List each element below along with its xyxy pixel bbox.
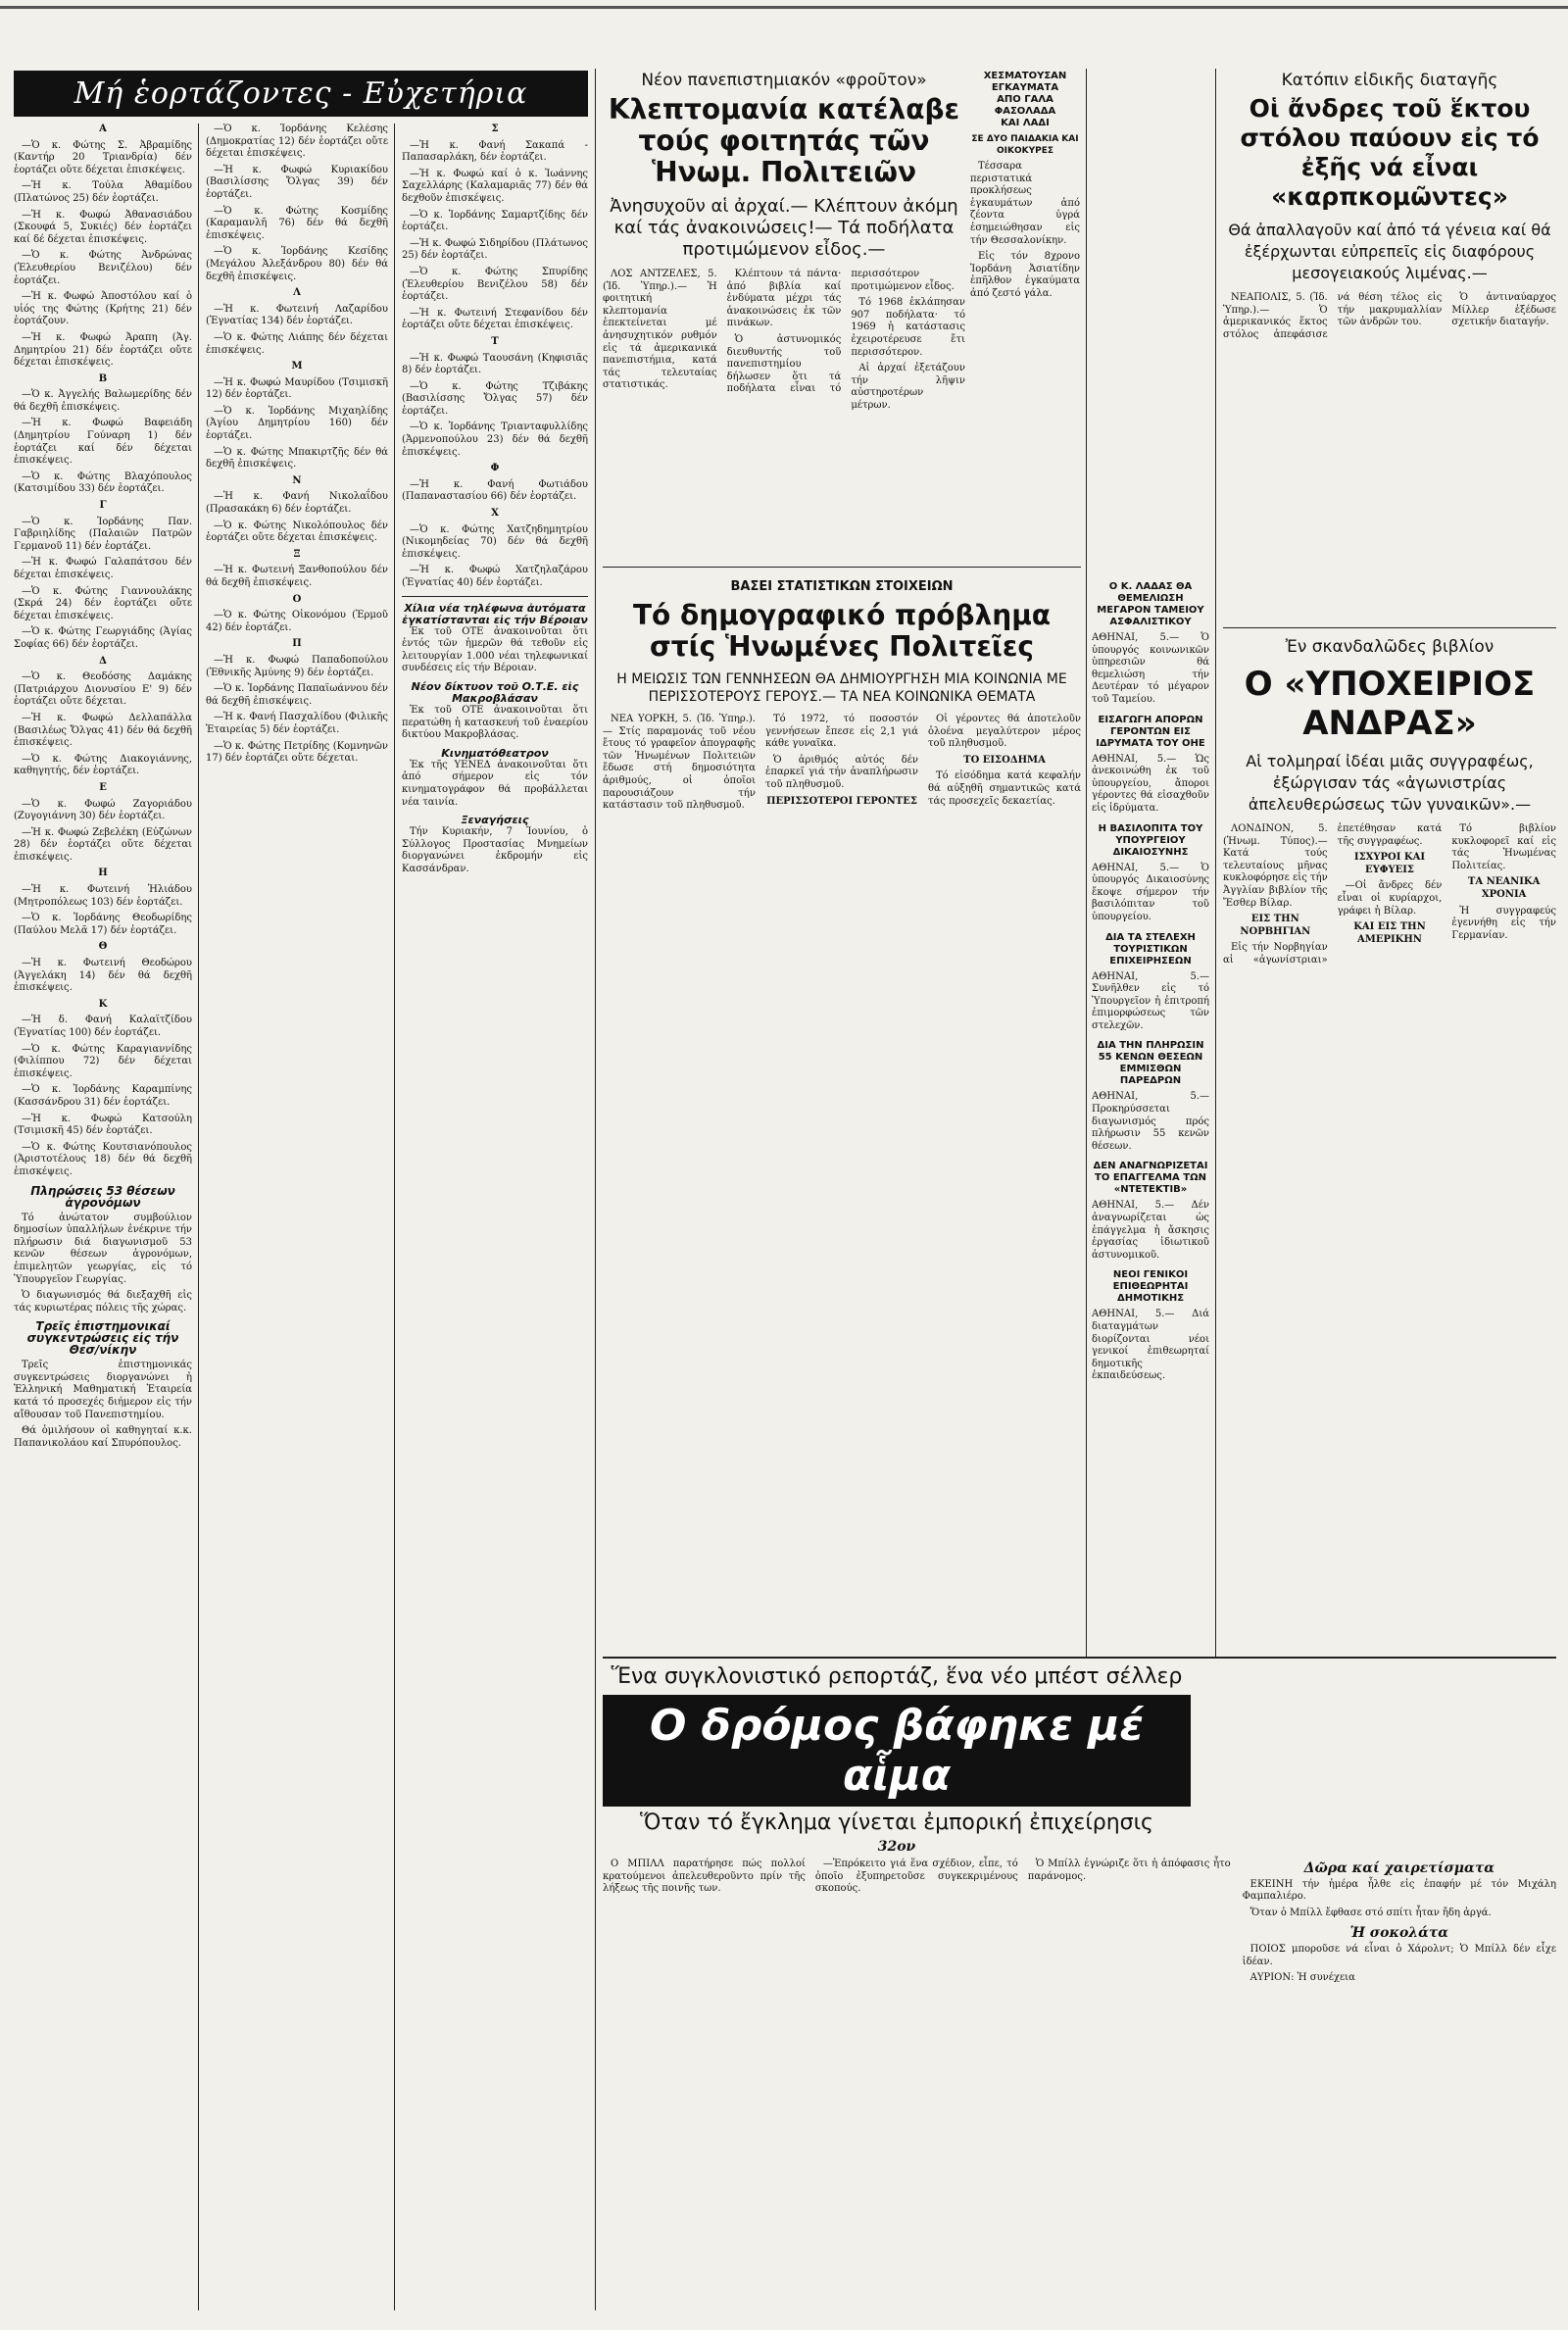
food-headline-line: ΦΑΣΟΛΑΔΑ — [994, 106, 1056, 117]
col3-letter-head: Τ — [491, 335, 499, 347]
col2-letter-head: Ξ — [293, 548, 301, 560]
col1-paragraph: —Ἡ κ. Φωτεινή Ἠλιάδου (Μητροπόλεως 103) δέν ἑορτάζει. — [14, 884, 192, 908]
book-paragraph: Εἰς τήν Νορβηγίαν αἱ «ἀγωνίστριαι» ἐπετέθησαν κατά τῆς συγγραφέως. — [1223, 823, 1443, 966]
phones-paragraph: Ἐκ τοῦ ΟΤΕ ἀνακοινοῦται ὅτι ἐντός τῶν ἡμερῶν θά τεθοῦν εἰς λειτουργίαν 1.000 νέαι τηλεφωνικαί συνδέσεις εἰς τήν Βέροιαν. — [402, 625, 588, 674]
serial-paragraph: Ο ΜΠΙΛΛ παρατήρησε πώς πολλοί κρατούμενοι ἀπελευθεροῦντο πρίν τῆς λήξεως τῆς ποινῆς των. — [603, 1859, 806, 1895]
klepto-body — [603, 269, 965, 561]
col1-paragraph: —Ἡ δ. Φανή Καλαϊτζίδου (Ἐγνατίας 100) δέν ἑορτάζει. — [14, 1015, 192, 1038]
book-paragraph: ΛΟΝΔΙΝΟΝ, 5. (Ἠνωμ. Τύπος).— Κατά τούς τελευταίους μῆνας κυκλοφόρησε εἰς τήν Ἀγγλίαν βιβλίον τῆς Ἔσθερ Βίλαρ. — [1223, 823, 1328, 909]
col2-paragraph: —Ὁ κ. Φώτης Κοσμίδης (Καραμανλῆ 76) δέν θά δεχθῆ ἐπισκέψεις. — [206, 205, 388, 241]
col3-letter-head: Σ — [491, 124, 499, 134]
klepto-paragraph: Κλέπτουν τά πάντα· ἀπό βιβλία καί ἐνδύματα μέχρι τάς ἀνακοινώσεις ἐκ τῶν πινάκων. — [726, 269, 842, 329]
serial-headline-box — [603, 1695, 1191, 1807]
col2-letter-head: Λ — [293, 287, 301, 299]
brief-title: ΝΕΟΙ ΓΕΝΙΚΟΙ ΕΠΙΘΕΩΡΗΤΑΙ ΔΗΜΟΤΙΚΗΣ — [1112, 1269, 1189, 1305]
col-rule-5 — [1215, 69, 1216, 1657]
col2-paragraph: —Ὁ κ. Φώτης Οἰκονόμου (Ἐρμοῦ 42) δέν ἑορτάζει. — [206, 610, 388, 633]
top-rule — [0, 6, 1568, 9]
stats-top-rule — [603, 567, 1081, 568]
brief-title: ΔΙΑ ΤΑ ΣΤΕΛΕΧΗ ΤΟΥΡΙΣΤΙΚΩΝ ΕΠΙΧΕΙΡΗΣΕΩΝ — [1105, 931, 1196, 967]
col3-paragraph: —Ὁ κ. Φώτης Χατζηδημητρίου (Νικομηδείας 70) δέν θά δεχθῆ ἐπισκέψεις. — [402, 523, 588, 560]
col1-paragraph: —Ἡ κ. Φωφώ Ἀποστόλου καί ὁ υἱός της Φώτης (Κρήτης 21) δέν ἑορτάζουν. — [14, 291, 192, 327]
stats-paragraph: Οἱ γέροντες θά ἀποτελοῦν ὁλοένα μεγαλύτερον μέρος τοῦ πληθυσμοῦ. — [928, 714, 1081, 750]
stats-headline: Τό δημογραφικό πρόβλημα στίς Ἡνωμένες Πολιτεῖες — [632, 599, 1052, 663]
phones-body — [402, 626, 588, 675]
event-paragraph: Θά ὁμιλήσουν οἱ καθηγηταί κ.κ. Παπανικολάου καί Σπυρόπουλος. — [14, 1425, 192, 1449]
brief-body: ΑΘΗΝΑΙ, 5.— Συνῆλθεν εἰς τό Ὑπουργεῖον ἡ ἐπιτροπή ἐπιμορφώσεως τῶν στελεχῶν. — [1092, 970, 1209, 1031]
col2-paragraph: —Ἡ κ. Φωτεινή Ξανθοπούλου δέν θά δεχθῆ ἐπισκέψεις. — [206, 565, 388, 588]
brief-body: ΑΘΗΝΑΙ, 5.— Ὡς ἀνεκοινώθη ἐκ τοῦ ὑπουργείου, ἄποροι γέροντες θά εἰσαχθοῦν εἰς ἱδρύματα. — [1092, 753, 1209, 814]
book-paragraph: Τό βιβλίον κυκλοφορεῖ καί εἰς τάς Ἡνωμένας Πολιτείας. — [1451, 823, 1556, 871]
klepto-paragraph: Αἱ ἀρχαί ἐξετάζουν τήν λῆψιν αὐστηροτέρων μέτρων. — [851, 363, 965, 411]
fleet-kicker: Κατόπιν εἰδικῆς διαταγῆς — [1281, 71, 1498, 90]
col2-paragraph: —Ἡ κ. Φωφώ Μαυρίδου (Τσιμισκῆ 12) δέν ἑορτάζει. — [206, 376, 388, 401]
col1-paragraph: —Ὁ κ. Ἀγγελής Βαλωμερίδης δέν θά δεχθῆ ἐπισκέψεις. — [14, 389, 192, 413]
gifts-paragraph: Ὅταν ὁ Μπίλλ ἔφθασε στό σπίτι ἦταν ἤδη ἀργά. — [1250, 1907, 1492, 1918]
klepto-kicker: Νέον πανεπιστημιακόν «φροῦτον» — [641, 71, 927, 90]
col1-paragraph: —Ὁ κ. Φώτης Βλαχόπουλος (Κατσιμίδου 33) δέν ἑορτάζει. — [14, 471, 192, 495]
stats-kicker: ΒΑΣΕΙ ΣΤΑΤΙΣΤΙΚΩΝ ΣΤΟΙΧΕΙΩΝ — [730, 579, 954, 594]
left-banner-title: Μή ἑορτάζοντες - Εὐχετήρια — [74, 76, 528, 111]
voyage-body — [402, 826, 588, 875]
fleet-deck: Θά ἀπαλλαγοῦν καί ἀπό τά γένεια καί θά ἐξέρχωνται εὐπρεπεῖς εἰς διαφόρους μεσογειακούς λιμένας.— — [1228, 221, 1551, 282]
brief-body: ΑΘΗΝΑΙ, 5.— Ὁ ὑπουργός κοινωνικῶν ὑπηρεσιῶν θά θεμελιώση τήν Δευτέραν τό μέγαρον τοῦ Ταμείου. — [1092, 632, 1209, 705]
chocolate-paragraph: ΑΥΡΙΟΝ: Ἡ συνέχεια — [1250, 1972, 1355, 1984]
col1-letter-head: Ε — [99, 781, 107, 793]
food-paragraph: Τέσσαρα περιστατικά προκλήσεως ἐγκαυμάτων ἀπό ζέοντα ὑγρά ἐσημειώθησαν εἰς τήν Θεσσαλονίκην. — [970, 161, 1080, 246]
stats-paragraph: ΤΟ ΕΙΣΟΔΗΜΑ — [963, 754, 1046, 766]
book-paragraph: ΕΙΣ ΤΗΝ ΝΟΡΒΗΓΙΑΝ — [1240, 914, 1311, 937]
col1-paragraph: —Ἡ κ. Τούλα Ἀθαμίδου (Πλατώνος 25) δέν ἑορτάζει. — [14, 180, 192, 204]
gifts-title: Δῶρα καί χαιρετίσματα — [1303, 1860, 1495, 1876]
col2-paragraph: —Ἡ κ. Φωτεινή Λαζαρίδου (Ἐγνατίας 134) δέν ἑορτάζει. — [206, 303, 388, 327]
book-body — [1223, 823, 1556, 1608]
col2-paragraph: —Ὁ κ. Ἰορδάνης Μιχαηλίδης (Ἀγίου Δημητρίου 160) δέν ἑορτάζει. — [206, 405, 388, 442]
ote-title: Νέον δίκτυον τοῦ Ο.Τ.Ε. εἰς Μακροβλάσαν — [411, 679, 579, 705]
food-headline — [970, 71, 1080, 129]
klepto-paragraph: Τό 1968 ἐκλάπησαν 907 ποδήλατα· τό 1969 ἡ κατάστασις ἐχειροτέρευσε ἔτι περισσότερον. — [851, 297, 965, 358]
col1-paragraph: —Ὁ κ. Φώτης Ἀνδρώνας (Ἐλευθερίου Βενιζέλου) δέν ἑορτάζει. — [14, 250, 192, 286]
notice-paragraph: Ὁ διαγωνισμός θά διεξαχθῆ εἰς τάς κυριωτέρας πόλεις τῆς χώρας. — [14, 1290, 192, 1314]
serial-paragraph: —Ἐπρόκειτο γιά ἕνα σχέδιον, εἶπε, τό ὁποῖο ἐξυπηρετοῦσε συγκεκριμένους σκοπούς. — [814, 1859, 1018, 1895]
brief-body: ΑΘΗΝΑΙ, 5.— Προκηρύσσεται διαγωνισμός πρός πλήρωσιν 55 κενῶν θέσεων. — [1092, 1091, 1209, 1152]
brief-title: ΔΕΝ ΑΝΑΓΝΩΡΙΖΕΤΑΙ ΤΟ ΕΠΑΓΓΕΛΜΑ ΤΩΝ «ΝΤΕΤΕΚΤΙΒ» — [1093, 1161, 1208, 1196]
food-box — [970, 71, 1080, 561]
book-headline: Ο «ΥΠΟΧΕΙΡΙΟΣ ΑΝΔΡΑΣ» — [1244, 665, 1536, 743]
col3-divider — [402, 596, 588, 597]
col1-paragraph: —Ὁ κ. Φώτης Σ. Ἀβραμίδης (Καντήρ 20 Τριανδρία) δέν ἑορτάζει οὔτε δέχεται ἐπισκέψεις. — [14, 139, 192, 175]
klepto-deck: Ἀνησυχοῦν αἱ ἀρχαί.— Κλέπτουν ἀκόμη καί τάς ἀνακοινώσεις!— Τά ποδήλατα προτιμώμενον εἶδος.— — [610, 196, 958, 260]
col2-paragraph: —Ἡ κ. Φανή Πασχαλίδου (Φιλικῆς Ἑταιρείας 5) δέν ἑορτάζει. — [206, 712, 388, 735]
col1-paragraph: —Ἡ κ. Φωφώ Ζεβελέκη (Εὐζώνων 28) δέν ἑορτάζει οὔτε δέχεται ἐπισκέψεις. — [14, 826, 192, 863]
klepto-paragraph: ΛΟΣ ΑΝΤΖΕΛΕΣ, 5. (Ἰδ. Ὑπηρ.).— Ἡ φοιτητική κλεπτομανία ἐπεκτείνεται μέ ἀνησυχητικόν ρυθμόν εἰς τά ἀμερικανικά πανεπιστήμια, κατά τάς τελευταίας στατιστικάς. — [603, 269, 717, 391]
col1-paragraph: —Ὁ κ. Φώτης Διακογιάννης, καθηγητής, δέν ἑορτάζει. — [14, 753, 192, 777]
col1-paragraph: —Ὁ κ. Φώτης Γιαννουλάκης (Σκρά 24) δέν ἑορτάζει οὔτε δέχεται ἐπισκέψεις. — [14, 585, 192, 621]
stats-paragraph: Ὁ ἀριθμός αὐτός δέν ἐπαρκεῖ γιά τήν ἀναπλήρωσιν τοῦ πληθυσμοῦ. — [765, 754, 918, 790]
col1-letter-head: Η — [98, 868, 108, 879]
cinema-title: Κινηματόθεατρον — [441, 746, 549, 760]
serial-paragraph: Ὁ Μπίλλ ἐγνώριζε ὅτι ἡ ἀπόφασις ἦτο παράνομος. — [1027, 1859, 1231, 1882]
event-title: Τρεῖς ἐπιστημονικαί συγκεντρώσεις εἰς τήν Θεσ/νίκην — [26, 1319, 179, 1358]
col3-paragraph: —Ἡ κ. Φανή Φωτιάδου (Παπαναστασίου 66) δέν ἑορτάζει. — [402, 478, 588, 503]
ote-paragraph: Ἐκ τοῦ ΟΤΕ ἀνακοινοῦται ὅτι περατώθη ἡ κατασκευή τοῦ ἐναερίου δικτύου Μακροβλάσας. — [402, 704, 588, 741]
fleet-headline: Οἱ ἄνδρες τοῦ ἕκτου στόλου παύουν εἰς τό ἐξῆς νά εἶναι «καρπκομῶντες» — [1240, 94, 1540, 211]
col3-paragraph: —Ὁ κ. Φώτης Τζιβάκης (Βασιλίσσης Ὄλγας 57) δέν ἑορτάζει. — [402, 380, 588, 417]
food-headline-line: ΧΕΣΜΑΤΟΥΣΑΝ — [983, 71, 1067, 81]
col3-paragraph: —Ὁ κ. Φώτης Σπυρίδης (Ἐλευθερίου Βενιζέλου 58) δέν ἑορτάζει. — [402, 266, 588, 303]
fleet-paragraph: Ὁ ἀντιναύαρχος Μίλλερ ἐξέδωσε σχετικήν διαταγήν. — [1451, 292, 1556, 328]
fleet-body — [1223, 292, 1556, 527]
col3-paragraph: —Ἡ κ. Φανή Σακαπά - Παπασαρλάκη, δέν ἑορτάζει. — [402, 139, 588, 164]
left-banner — [14, 71, 588, 117]
col2-paragraph: —Ὁ κ. Ἰορδάνης Παπαϊωάννου δέν θά δεχθῆ ἐπισκέψεις. — [206, 683, 388, 707]
col2-letter-head: Π — [292, 638, 302, 650]
book-paragraph: ΚΑΙ ΕΙΣ ΤΗΝ ΑΜΕΡΙΚΗΝ — [1353, 921, 1426, 945]
col1-letter-head: Δ — [99, 655, 107, 667]
col1-paragraph: —Ἡ κ. Φωφώ Γαλαπάτσου δέν δέχεται ἐπισκέψεις. — [14, 557, 192, 580]
col3-paragraph: —Ἡ κ. Φωτεινή Στεφανίδου δέν ἑορτάζει οὔτε δέχεται ἐπισκέψεις. — [402, 307, 588, 331]
book-paragraph: —Οἱ ἄνδρες δέν εἶναι οἱ κυρίαρχοι, γράφει ἡ Βίλαρ. — [1337, 880, 1443, 917]
klepto-paragraph: Ὁ ἀστυνομικός διευθυντής τοῦ πανεπιστημίου δήλωσεν ὅτι τά ποδήλατα εἶναι τό περισσότερον προτιμώμενον εἶδος. — [726, 269, 955, 395]
col1-paragraph: —Ἡ κ. Φωφώ Ἀραπη (Ἁγ. Δημητρίου 21) δέν ἑορτάζει οὔτε δέχεται ἐπισκέψεις. — [14, 331, 192, 369]
cinema-body — [402, 760, 588, 809]
col3-paragraph: —Ὁ κ. Ἰορδάνης Σαμαρτζίδης δέν ἑορτάζει. — [402, 209, 588, 233]
col3-paragraph: —Ἡ κ. Φωφώ Σιδηρίδου (Πλάτωνος 25) δέν ἑορτάζει. — [402, 237, 588, 262]
event-paragraph: Τρεῖς ἐπιστημονικάς συγκεντρώσεις διοργανώνει ἡ Ἑλληνική Μαθηματική Ἑταιρεία κατά τό προσεχές διήμερον εἰς τήν αἴθουσαν τοῦ Πανεπιστημίου. — [14, 1360, 192, 1420]
col2-paragraph: —Ὁ κ. Φώτης Νικολόπουλος δέν ἑορτάζει οὔτε δέχεται ἐπισκέψεις. — [206, 520, 388, 544]
column-2 — [206, 124, 388, 2310]
col2-letter-head: Μ — [291, 361, 303, 372]
brief-title: ΔΙΑ ΤΗΝ ΠΛΗΡΩΣΙΝ 55 ΚΕΝΩΝ ΘΕΣΕΩΝ ΕΜΜΙΣΘΩΝ ΠΑΡΕΔΡΩΝ — [1097, 1040, 1204, 1087]
klepto-headline: Κλεπτομανία κατέλαβε τούς φοιτητάς τῶν Ἡνωμ. Πολιτειῶν — [608, 93, 960, 188]
chocolate-paragraph: ΠΟΙΟΣ μποροῦσε νά εἶναι ὁ Χάρολντ; Ὁ Μπίλλ δέν εἶχε ἰδέαν. — [1242, 1943, 1556, 1967]
serial-episode: 32ον — [877, 1839, 916, 1855]
notice-paragraph: Τό ἀνώτατον συμβούλιον δημοσίων ὑπαλλήλων ἐνέκρινε τήν πλήρωσιν διά διαγωνισμοῦ 53 κενῶν θέσεων ἀγρονόμων, ἐπιμελητῶν γεωργίας, εἰς τό Ὑπουργεῖον Γεωργίας. — [14, 1212, 192, 1285]
stats-paragraph: ΝΕΑ ΥΟΡΚΗ, 5. (Ἰδ. Ὑπηρ.).— Στίς παραμονάς τοῦ νέου ἔτους τό γραφεῖον ἀπογραφῆς τῶν Ἡνωμένων Πολιτειῶν ἔδωσε στή δημοσιότητα ἀριθμούς, οἱ ὁποῖοι παρουσιάζουν τήν κατάστασιν τοῦ πληθυσμοῦ. — [603, 714, 756, 812]
serial-right — [1243, 1859, 1556, 2309]
col2-letter-head: Ο — [292, 593, 302, 605]
col1-letter-head: Κ — [98, 998, 108, 1010]
food-headline-line: ΕΓΚΑΥΜΑΤΑ — [991, 82, 1059, 93]
serial-headline: Ο δρόμος βάφηκε μέ αἷμα — [649, 1701, 1145, 1801]
col2-letter-head: Ν — [292, 474, 302, 486]
notice-box — [14, 1185, 192, 1451]
serial-kicker: Ἕνα συγκλονιστικό ρεπορτάζ, ἕνα νέο μπέστ σέλλερ — [611, 1664, 1183, 1689]
column-1 — [14, 124, 192, 2310]
chocolate-body — [1243, 1944, 1556, 1985]
book-kicker: Ἐν σκανδαλῶδες βιβλίον — [1285, 637, 1494, 657]
stats-body — [603, 714, 1081, 1174]
col1-paragraph: —Ὁ κ. Ἰορδάνης Θεοδωρίδης (Παύλου Μελᾶ 17) δέν ἑορτάζει. — [14, 913, 192, 936]
gifts-paragraph: ΕΚΕΙΝΗ τήν ἡμέρα ἦλθε εἰς ἐπαφήν μέ τόν Μιχάλη Φαμπαλιέρο. — [1242, 1878, 1556, 1903]
column-3 — [402, 124, 588, 2310]
column-1-body — [14, 124, 192, 1179]
col3-paragraph: —Ὁ κ. Ἰορδάνης Τριανταφυλλίδης (Ἀρμενοπούλου 23) δέν θά δεχθῆ ἐπισκέψεις. — [402, 421, 588, 458]
book-top-rule — [1223, 627, 1556, 628]
col2-paragraph: —Ὁ κ. Φώτης Μπακιρτζῆς δέν θά δεχθῆ ἐπισκέψεις. — [206, 446, 388, 471]
book-paragraph: ΙΣΧΥΡΟΙ ΚΑΙ ΕΥΦΥΕΙΣ — [1353, 852, 1426, 875]
serial-text — [603, 1859, 1556, 2309]
col2-paragraph: —Ὁ κ. Φώτης Πετρίδης (Κομνηνῶν 17) δέν ἑορτάζει οὔτε δέχεται. — [206, 740, 388, 765]
notice-title: Πληρώσεις 53 θέσεων ἀγρονόμων — [30, 1183, 175, 1210]
serial-subhead: Ὅταν τό ἔγκλημα γίνεται ἐμπορική ἐπιχείρησις — [640, 1810, 1153, 1835]
brief-title: Η ΒΑΣΙΛΟΠΙΤΑ ΤΟΥ ΥΠΟΥΡΓΕΙΟΥ ΔΙΚΑΙΟΣΥΝΗΣ — [1098, 822, 1203, 858]
col-rule-4 — [1086, 69, 1087, 1657]
brief-body: ΑΘΗΝΑΙ, 5.— Διά διαταγμάτων διορίζονται νέοι γενικοί ἐπιθεωρηταί δημοτικῆς ἐκπαιδεύσεως. — [1092, 1309, 1209, 1382]
stats-paragraph: Τό 1972, τό ποσοστόν γεννήσεων ἔπεσε εἰς 2,1 γιά κάθε γυναῖκα. — [765, 714, 918, 750]
voyage-title: Ξεναγήσεις — [461, 814, 529, 827]
col1-paragraph: —Ἡ κ. Φωφώ Ἀθανασιάδου (Σκουφά 5, Συκιές) δέν ἑορτάζει καί δέ δέχεται ἐπισκέψεις. — [14, 209, 192, 245]
col1-paragraph: —Ὁ κ. Ἰορδάνης Παν. Γαβριηλίδης (Παλαιῶν Πατρῶν Γερμανοῦ 11) δέν ἑορτάζει. — [14, 516, 192, 552]
col1-paragraph: —Ἡ κ. Φωφώ Δελλαπάλλα (Βασιλέως Ὄλγας 41) δέν θά δεχθῆ ἐπισκέψεις. — [14, 712, 192, 749]
col1-paragraph: —Ἡ κ. Φωφώ Βαφειάδη (Δημητρίου Γούναρη 1) δέν ἑορτάζει καί δέν δέχεται ἐπισκέψεις. — [14, 418, 192, 467]
col1-letter-head: Α — [99, 124, 107, 134]
col3-paragraph: —Ἡ κ. Φωφώ Ταουσάνη (Κηφισιᾶς 8) δέν ἑορτάζει. — [402, 352, 588, 376]
col1-letter-head: Θ — [98, 941, 108, 953]
notice-body — [14, 1213, 192, 1315]
col1-paragraph: —Ὁ κ. Φωφώ Ζαγοριάδου (Ζυγογιάννη 30) δέν ἑορτάζει. — [14, 798, 192, 822]
col1-paragraph: —Ὁ κ. Φώτης Γεωργιάδης (Ἁγίας Σοφίας 66) δέν ἑορτάζει. — [14, 626, 192, 650]
col1-letter-head: Γ — [99, 500, 107, 512]
serial-top-rule — [603, 1657, 1556, 1659]
col1-paragraph: —Ὁ κ. Φώτης Κουτσιανόπουλος (Ἀριστοτέλους 18) δέν θά δεχθῆ ἐπισκέψεις. — [14, 1141, 192, 1177]
chocolate-title: Ἡ σοκολάτα — [1349, 1925, 1449, 1942]
col3-paragraph: —Ἡ κ. Φωφώ καί ὁ κ. Ἰωάννης Σαχελλάρης (Καλαμαριᾶς 77) δέν θά δεχθοῦν ἐπισκέψεις. — [402, 168, 588, 204]
food-headline-line: ΑΠΟ ΓΑΛΑ — [997, 94, 1054, 105]
gifts-body — [1243, 1879, 1556, 1920]
ote-body — [402, 705, 588, 742]
brief-title: Ο Κ. ΛΑΔΑΣ ΘΑ ΘΕΜΕΛΙΩΣΗ ΜΕΓΑΡΟΝ ΤΑΜΕΙΟΥ ΑΣΦΑΛΙΣΤΙΚΟΥ — [1097, 581, 1204, 627]
book-paragraph: ΤΑ ΝΕΑΝΙΚΑ ΧΡΟΝΙΑ — [1467, 876, 1541, 900]
fleet-article — [1223, 71, 1556, 600]
col3-letter-head: Φ — [490, 463, 500, 474]
col1-letter-head: Β — [98, 372, 108, 384]
col-rule-1 — [198, 124, 199, 2310]
col1-paragraph: —Ὁ κ. Ἰορδάνης Καραμπίνης (Κασσάνδρου 31) δέν ἑορτάζει. — [14, 1084, 192, 1108]
col2-paragraph: —Ὁ κ. Ἰορδάνης Κελέσης (Δημοκρατίας 12) δέν ἑορτάζει οὔτε δέχεται ἐπισκέψεις. — [206, 124, 388, 160]
serial-box — [603, 1664, 1556, 2311]
brief-title: ΕΙΣΑΓΩΓΗ ΑΠΟΡΩΝ ΓΕΡΟΝΤΩΝ ΕΙΣ ΙΔΡΥΜΑΤΑ ΤΟΥ ΟΗΕ — [1096, 714, 1205, 749]
book-deck: Αἱ τολμηραί ἰδέαι μιᾶς συγγραφέως, ἐξώργισαν τάς «ἀγωνιστρίας ἀπελευθερώσεως τῶν γυναικῶν».— — [1246, 752, 1534, 814]
event-body — [14, 1360, 192, 1450]
col1-paragraph: —Ὁ κ. Θεοδόσης Δαμάκης (Πατριάρχου Διονυσίου Ε' 9) δέν ἑορτάζει οὔτε δέχεται. — [14, 671, 192, 708]
fleet-paragraph: ΝΕΑΠΟΛΙΣ, 5. (Ἰδ. Ὑπηρ.).— Ὁ ἀμερικανικός ἕκτος στόλος ἀπεφάσισε νά θέση τέλος εἰς τήν μακρυμαλλίαν τῶν ἀνδρῶν του. — [1223, 292, 1443, 340]
food-headline-line: ΚΑΙ ΛΑΔΙ — [1001, 118, 1050, 128]
column-3-body — [402, 124, 588, 590]
book-paragraph: Ἡ συγγραφεύς ἐγεννήθη εἰς τήν Γερμανίαν. — [1451, 905, 1556, 941]
klepto-article — [603, 71, 965, 561]
phones-title: Χίλια νέα τηλέφωνα ἀυτόματα ἐγκατίστανται εἰς τήν Βέροιαν — [402, 601, 588, 626]
col3-letter-head: Χ — [491, 508, 499, 520]
stats-article — [603, 573, 1081, 1642]
food-body — [970, 161, 1080, 301]
book-article — [1223, 637, 1556, 1647]
food-paragraph: Εἰς τόν 8χρονο Ἰορδάνη Ἀσιατίδην ἐπῆλθον ἐγκαύματα ἀπό ζεστό γάλα. — [970, 251, 1080, 299]
serial-body — [603, 1859, 1231, 2309]
voyage-paragraph: Τήν Κυριακήν, 7 Ἰουνίου, ὁ Σύλλογος Προστασίας Μνημείων διοργανώνει ἐκδρομήν εἰς Κασσάνδραν. — [402, 826, 588, 874]
col2-paragraph: —Ἡ κ. Φωφώ Κυριακίδου (Βασιλίσσης Ὄλγας 39) δέν ἑορτάζει. — [206, 164, 388, 200]
col2-paragraph: —Ἡ κ. Φωφώ Παπαδοπούλου (Ἐθνικῆς Ἀμύνης 9) δέν ἑορτάζει. — [206, 654, 388, 678]
col2-paragraph: —Ὁ κ. Φώτης Λιάπης δέν δέχεται ἐπισκέψεις. — [206, 331, 388, 356]
column-2-body — [206, 124, 388, 766]
col2-paragraph: —Ἡ κ. Φανή Νικολαΐδου (Πρασακάκη 6) δέν ἑορτάζει. — [206, 491, 388, 516]
col-rule-3 — [595, 69, 596, 2310]
cinema-paragraph: Ἐκ τῆς ΥΕΝΕΔ ἀνακοινοῦται ὅτι ἀπό σήμερον εἰς τόν κινηματογράφον θά προβάλλεται νέα ταινία. — [402, 759, 588, 808]
col3-paragraph: —Ἡ κ. Φωφώ Χατζηλαζάρου (Ἐγνατίας 40) δέν ἑορτάζει. — [402, 565, 588, 588]
col1-paragraph: —Ἡ κ. Φωτεινή Θεοδώρου (Ἀγγελάκη 14) δέν θά δεχθῆ ἐπισκέψεις. — [14, 958, 192, 994]
brief-body: ΑΘΗΝΑΙ, 5.— Ὁ ὑπουργός Δικαιοσύνης ἔκοψε σήμερον τήν βασιλόπιταν τοῦ ὑπουργείου. — [1092, 862, 1209, 922]
brief-body: ΑΘΗΝΑΙ, 5.— Δέν ἀναγνωρίζεται ὡς ἐπάγγελμα ἡ ἄσκησις ἐργασίας ἰδιωτικοῦ ἀστυνομικοῦ. — [1092, 1200, 1209, 1261]
col-rule-2 — [394, 124, 395, 2310]
food-sub: ΣΕ ΔΥΟ ΠΑΙΔΑΚΙΑ ΚΑΙ ΟΙΚΟΚΥΡΕΣ — [971, 134, 1079, 156]
stats-deck: Η ΜΕΙΩΣΙΣ ΤΩΝ ΓΕΝΝΗΣΕΩΝ ΘΑ ΔΗΜΙΟΥΡΓΗΣΗ ΜΙΑ ΚΟΙΝΩΝΙΑ ΜΕ ΠΕΡΙΣΣΟΤΕΡΟΥΣ ΓΕΡΟΥΣ.— ΤΑ ΝΕΑ ΚΟΙΝΩΝΙΚΑ ΘΕΜΑΤΑ — [616, 671, 1067, 705]
stats-paragraph: Τό εἰσόδημα κατά κεφαλήν θά αὐξηθῆ σημαντικῶς κατά τάς προσεχεῖς δεκαετίας. — [928, 770, 1081, 807]
col1-paragraph: —Ἡ κ. Φωφώ Κατσούλη (Τσιμισκῆ 45) δέν ἑορτάζει. — [14, 1113, 192, 1137]
briefs-column — [1092, 573, 1209, 1642]
stats-paragraph: ΠΕΡΙΣΣΟΤΕΡΟΙ ΓΕΡΟΝΤΕΣ — [766, 795, 917, 807]
col1-paragraph: —Ὁ κ. Φώτης Καραγιαννίδης (Φιλίππου 72) δέν δέχεται ἐπισκέψεις. — [14, 1043, 192, 1079]
col2-paragraph: —Ὁ κ. Ἰορδάνης Κεσίδης (Μεγάλου Ἀλεξάνδρου 80) δέν θά δεχθῆ ἐπισκέψεις. — [206, 246, 388, 282]
